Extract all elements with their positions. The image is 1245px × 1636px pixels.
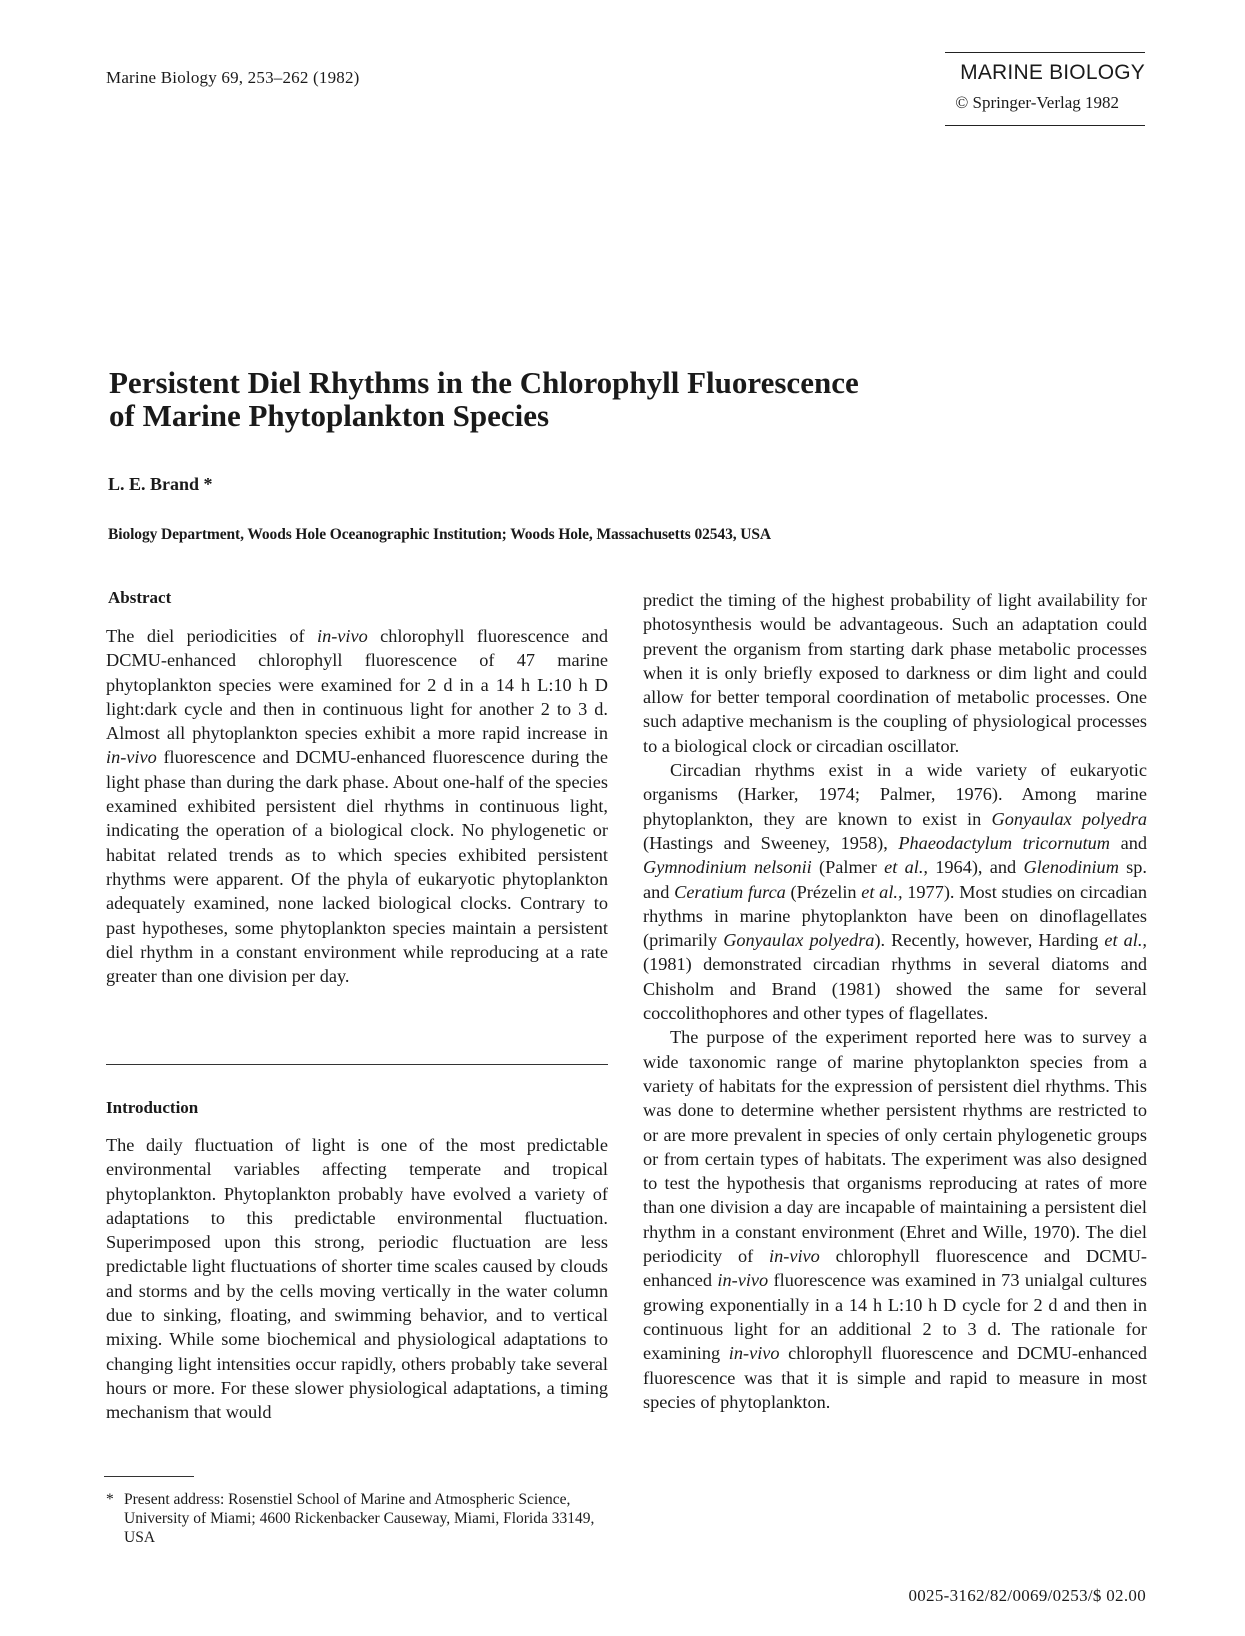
footnote-marker: * <box>106 1491 114 1508</box>
text-part: 1964), and <box>928 857 1024 878</box>
text-part: The purpose of the experiment reported here was to survey a wide taxonomic range of marine phytoplankton species from a variety of habitats for the expression of persistent diel rhythms. This was done to determine whether persistent rhythms are restricted to or are more prevalent in species of only certain phylogenetic groups or from certain types of habitats. The experiment was also designed to test the hypothesis that organisms reproducing at rates of more than one division a day are incapable of maintaining a persistent diel rhythm in a constant environment (Ehret and Wille, 1970). The diel periodicity of <box>643 1027 1147 1267</box>
affiliation: Biology Department, Woods Hole Oceanographic Institution; Woods Hole, Massachusetts 02543, USA <box>108 526 772 543</box>
species-name: Gymnodinium nelsonii <box>643 857 812 878</box>
footnote-text: Present address: Rosenstiel School of Marine and Atmospheric Science, University of Miami; 4600 Rickenbacker Causeway, Miami, Florida 33149, USA <box>124 1491 595 1546</box>
journal-bottom-rule <box>945 125 1145 126</box>
italic-term: in-vivo <box>717 1270 769 1291</box>
article-title-line-1: Persistent Diel Rhythms in the Chlorophyll Fluorescence <box>109 365 859 400</box>
journal-citation: Marine Biology 69, 253–262 (1982) <box>106 68 360 87</box>
et-al: et al., <box>861 881 903 902</box>
species-name: Gonyaulax polyedra <box>723 930 875 951</box>
text-part: 1977). Most studies on circadian rhythms in marine phytoplankton have been on dinoflagellates (primarily <box>643 881 1148 951</box>
species-name: Gonyaulax polyedra <box>991 808 1147 829</box>
text-part: sp. and <box>643 857 1148 902</box>
introduction-heading: Introduction <box>106 1098 199 1117</box>
text-part: fluorescence was examined in 73 unialgal cultures growing exponentially in a 14 h L:10 h D cycle for 2 d and then in continuous light for an additional 2 to 3 d. The rationale for examining <box>643 1270 1147 1364</box>
text-part: chlorophyll fluorescence and DCMU-enhanced <box>643 1246 1147 1291</box>
text-part: Circadian rhythms exist in a wide variety of eukaryotic organisms (Harker, 1974; Palmer, 1976). Among marine phytoplankton, they are known to exist in <box>643 760 1147 829</box>
text-part: (1981) demonstrated circadian rhythms in several diatoms and Chisholm and Brand (1981) showed the same for several coccolithophores and other types of flagellates. <box>643 954 1147 1024</box>
abstract-divider <box>106 1064 608 1065</box>
article-title-line-2: of Marine Phytoplankton Species <box>109 398 550 433</box>
author: L. E. Brand * <box>108 474 213 494</box>
paragraph-circadian <box>643 758 1147 1025</box>
italic-term: in-vivo <box>728 1343 780 1364</box>
article-code: 0025-3162/82/0069/0253/$ 02.00 <box>908 1586 1146 1605</box>
article-title <box>109 366 1009 432</box>
abstract-text-italic: in-vivo <box>317 626 368 646</box>
abstract-text <box>106 624 608 988</box>
species-name: Ceratium furca <box>674 881 786 902</box>
text-part: (Prézelin <box>785 881 862 902</box>
footnote <box>106 1490 604 1547</box>
species-name: Glenodinium <box>1023 857 1119 878</box>
species-name: Phaeodactylum tricornutum <box>898 832 1111 853</box>
abstract-text-italic: in-vivo <box>106 747 157 768</box>
introduction-text <box>106 1133 608 1425</box>
text-part: ). Recently, however, Harding <box>874 930 1105 951</box>
text-part: (Hastings and Sweeney, 1958), <box>643 832 899 853</box>
abstract-text-part: chlorophyll fluorescence and DCMU-enhanced chlorophyll fluorescence of 47 marine phytoplankton species were examined for 2 d in a 14 h L:10 h D light:dark cycle and then in continuous light for another 2 to 3 d. Almost all phytoplankton species exhibit a more rapid increase in <box>106 626 608 744</box>
introduction-paragraph: The daily fluctuation of light is one of the most predictable environmental variables affecting temperate and tropical phytoplankton. Phytoplankton probably have evolved a variety of adaptations to this predictable environmental fluctuation. Superimposed upon this strong, periodic fluctuation are less predictable light fluctuations of shorter time scales caused by clouds and storms and by the cells moving vertically in the water column due to sinking, floating, and swimming behavior, and to vertical mixing. While some biochemical and physiological adaptations to changing light intensities occur rapidly, others probably take several hours or more. For these slower physiological adaptations, a timing mechanism that would <box>106 1135 608 1423</box>
paragraph-continuation: predict the timing of the highest probability of light availability for photosynthesis would be advantageous. Such an adaptation could prevent the organism from starting dark phase metabolic processes when it is only briefly exposed to darkness or dim light and could allow for better temporal coordination of metabolic processes. One such adaptive mechanism is the coupling of physiological processes to a biological clock or circadian oscillator. <box>643 590 1147 756</box>
paragraph-purpose <box>643 1025 1147 1414</box>
journal-top-rule <box>945 52 1145 53</box>
journal-name: MARINE BIOLOGY <box>960 61 1145 84</box>
et-al: et al., <box>884 857 928 878</box>
italic-term: in-vivo <box>769 1246 820 1267</box>
text-part: chlorophyll fluorescence and DCMU-enhanced fluorescence was that it is simple and rapid to measure in most species of phytoplankton. <box>643 1343 1147 1412</box>
abstract-text-part: The diel periodicities of <box>106 626 317 646</box>
et-al: et al., <box>1104 930 1148 951</box>
text-part: and <box>1110 832 1147 853</box>
abstract-heading: Abstract <box>108 588 172 607</box>
right-column-text <box>643 588 1147 1414</box>
text-part: (Palmer <box>811 857 885 878</box>
abstract-text-part: fluorescence and DCMU-enhanced fluorescence during the light phase than during the dark phase. About one-half of the species examined exhibited persistent diel rhythms in continuous light, indicating the operation of a biological clock. No phylogenetic or habitat related trends as to which species exhibited persistent rhythms were apparent. Of the phyla of eukaryotic phytoplankton adequately examined, none lacked biological clocks. Contrary to past hypotheses, some phytoplankton species maintain a persistent diel rhythm in a constant environment while reproducing at a rate greater than one division per day. <box>106 747 608 987</box>
footnote-rule <box>104 1476 194 1477</box>
publisher-copyright: © Springer-Verlag 1982 <box>955 93 1119 112</box>
